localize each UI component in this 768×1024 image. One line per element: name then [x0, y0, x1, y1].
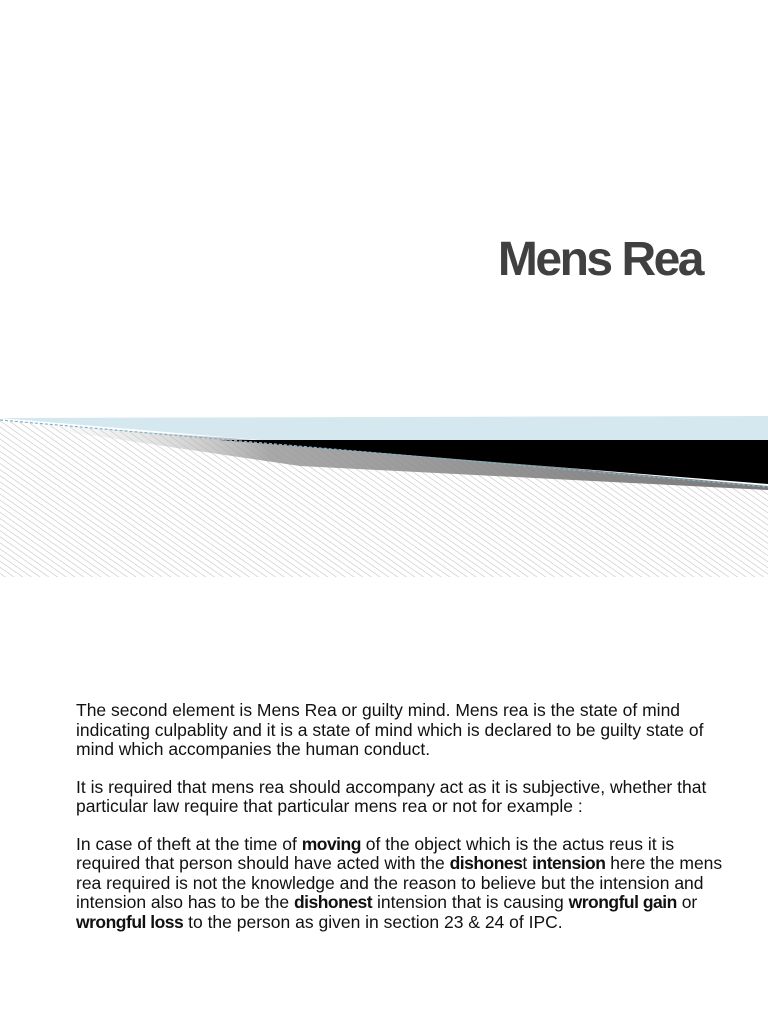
text-run: to the person as given in section 23 & 24 of IPC. — [183, 911, 563, 932]
content-slide — [0, 577, 768, 1024]
bold-term-dishonest: dishones — [449, 853, 523, 873]
text-run: of the object which is the actus reus it is required that person should have acted with the — [76, 833, 675, 873]
paragraph-1: The second element is Mens Rea or guilty mind. Mens rea is the state of mind indicating culpablity and it is a state of mind which is declared to be guilty state of mind which accompanies the human conduct. — [76, 700, 704, 759]
text-run: t — [522, 853, 533, 873]
bold-term-moving: moving — [301, 833, 361, 854]
text-run: or — [676, 892, 698, 912]
bold-term-wrongful-gain: wrongful gain — [568, 892, 677, 912]
text-run: In case of theft at the time of — [76, 833, 302, 854]
bold-term-wrongful-loss: wrongful loss — [76, 911, 184, 932]
text-run: here the mens rea required is not the knowledge and the reason to believe but the intension and intension also has to be the — [76, 853, 723, 912]
bold-term-intension: intension — [532, 853, 606, 873]
text-run: intension that is causing — [372, 892, 569, 912]
body-text — [76, 701, 726, 950]
paragraph-3 — [76, 835, 726, 933]
bold-term-dishonest-2: dishonest — [293, 892, 373, 912]
paragraph-2: It is required that mens rea should accompany act as it is subjective, whether that particular law require that particular mens rea or not for example : — [76, 776, 707, 816]
slide-title: Mens Rea — [497, 233, 702, 286]
